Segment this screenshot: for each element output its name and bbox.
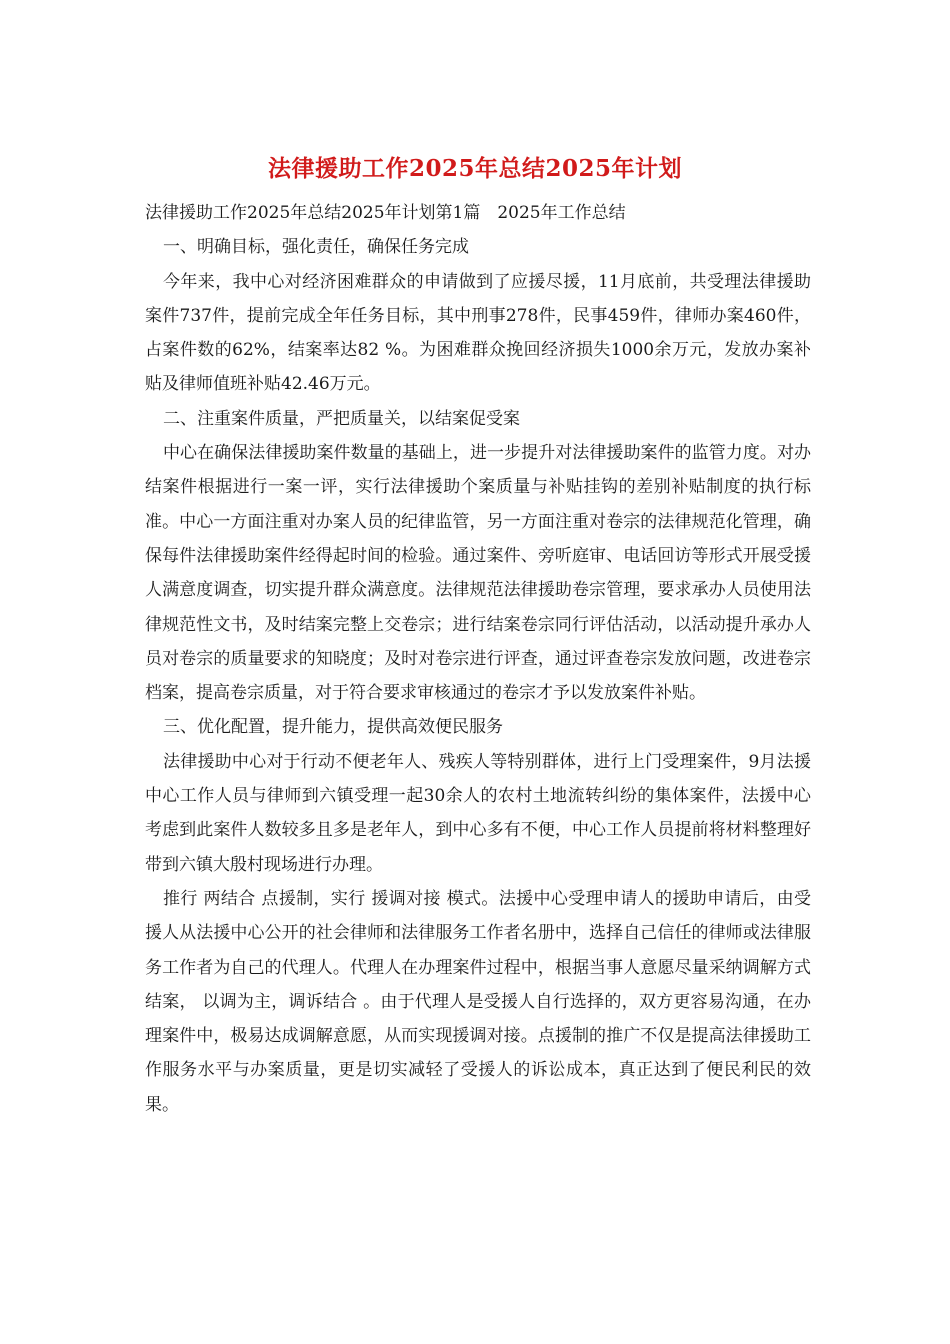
section-paragraph: 推行 两结合 点援制，实行 援调对接 模式。法援中心受理申请人的援助申请后，由受援人从法援中心公开的社会律师和法律服务工作者名册中，选择自己信任的律师或法律服务工作者为自己的代理人。代理人在办理案件过程中，根据当事人意愿尽量采纳调解方式结案， 以调为主，调诉结合 。由于代理人是受援人自行选择的，双方更容易沟通，在办理案件中，极易达成调解意愿，从而实现援调对接。点援制的推广不仅是提高法律援助工作服务水平与办案质量，更是切实减轻了受援人的诉讼成本，真正达到了便民利民的效果。 <box>145 888 811 1115</box>
document-body <box>145 196 811 1122</box>
section-heading: 二、注重案件质量，严把质量关，以结案促受案 <box>163 408 520 429</box>
section-heading: 三、优化配置，提升能力，提供高效便民服务 <box>163 717 503 738</box>
section-paragraph: 今年来，我中心对经济困难群众的申请做到了应援尽援，11月底前，共受理法律援助案件737件，提前完成全年任务目标，其中刑事278件，民事459件，律师办案460件，占案件数的62%，结案率达82 %。为困难群众挽回经济损失1000余万元，发放办案补贴及律师值班补贴42.46万元。 <box>145 271 811 395</box>
section-heading: 一、明确目标，强化责任，确保任务完成 <box>163 237 469 258</box>
document-subtitle: 法律援助工作2025年总结2025年计划第1篇 2025年工作总结 <box>145 203 626 223</box>
section-paragraph: 法律援助中心对于行动不便老年人、残疾人等特别群体，进行上门受理案件，9月法援中心工作人员与律师到六镇受理一起30余人的农村土地流转纠纷的集体案件，法援中心考虑到此案件人数较多且多是老年人，到中心多有不便，中心工作人员提前将材料整理好带到六镇大殷村现场进行办理。 <box>145 751 811 875</box>
document-title: 法律援助工作2025年总结2025年计划 <box>267 155 683 182</box>
section-paragraph: 中心在确保法律援助案件数量的基础上，进一步提升对法律援助案件的监管力度。对办结案件根据进行一案一评，实行法律援助个案质量与补贴挂钩的差别补贴制度的执行标准。中心一方面注重对办案人员的纪律监管，另一方面注重对卷宗的法律规范化管理，确保每件法律援助案件经得起时间的检验。通过案件、旁听庭审、电话回访等形式开展受援人满意度调查，切实提升群众满意度。法律规范法律援助卷宗管理，要求承办人员使用法律规范性文书，及时结案完整上交卷宗；进行结案卷宗同行评估活动，以活动提升承办人员对卷宗的质量要求的知晓度；及时对卷宗进行评查，通过评查卷宗发放问题，改进卷宗档案，提高卷宗质量，对于符合要求审核通过的卷宗才予以发放案件补贴。 <box>145 443 811 704</box>
